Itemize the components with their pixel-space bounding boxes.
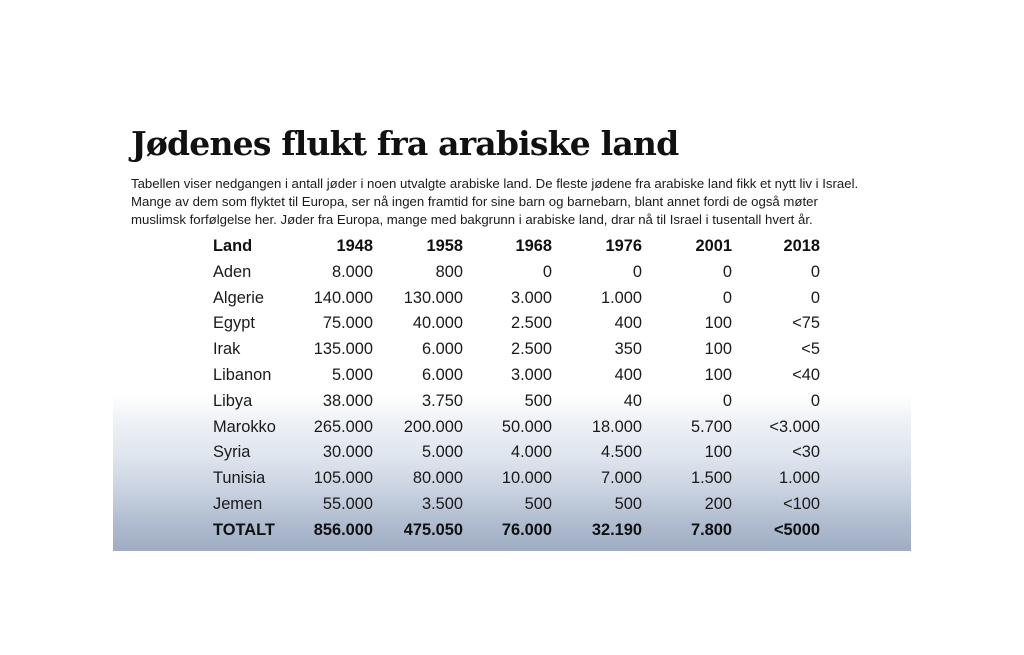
header-2018: 2018 xyxy=(783,237,820,255)
cell-2018: <5 xyxy=(801,340,820,359)
header-land: Land xyxy=(213,237,253,255)
cell-2018: <30 xyxy=(792,443,820,462)
cell-1948: 30.000 xyxy=(322,443,373,462)
cell-1968: 2.500 xyxy=(510,340,552,359)
cell-1968: 10.000 xyxy=(501,469,552,488)
cell-1968: 500 xyxy=(524,494,552,513)
cell-1948: 55.000 xyxy=(322,494,373,513)
cell-1976: 7.000 xyxy=(600,469,642,488)
cell-1958: 130.000 xyxy=(403,288,463,307)
cell-2001: 200 xyxy=(704,494,732,513)
cell-country: Syria xyxy=(213,443,251,462)
header-1958: 1958 xyxy=(426,237,463,255)
cell-1948: 5.000 xyxy=(331,365,373,384)
page-title: Jødenes flukt fra arabiske land xyxy=(131,124,679,163)
cell-1958: 80.000 xyxy=(412,469,463,488)
cell-1968: 3.000 xyxy=(510,288,552,307)
cell-country: Irak xyxy=(213,340,241,359)
total-1948: 856.000 xyxy=(313,520,373,539)
header-1968: 1968 xyxy=(515,237,552,255)
cell-country: Egypt xyxy=(213,314,255,333)
cell-2018: 0 xyxy=(810,262,820,281)
cell-country: Algerie xyxy=(213,288,265,307)
cell-2001: 5.700 xyxy=(690,417,732,436)
cell-2001: 100 xyxy=(704,365,732,384)
cell-1976: 400 xyxy=(614,365,642,384)
cell-2018: <100 xyxy=(783,494,820,513)
cell-country: Libanon xyxy=(213,365,272,384)
cell-2001: 100 xyxy=(704,314,732,333)
total-label: TOTALT xyxy=(213,520,275,539)
cell-1968: 500 xyxy=(524,391,552,410)
cell-1976: 500 xyxy=(614,494,642,513)
cell-2018: 1.000 xyxy=(778,469,820,488)
intro-line: Tabellen viser nedgangen i antall jøder i noen utvalgte arabiske land. De fleste jødene fra arabiske land fikk et nytt liv i Israel. xyxy=(131,176,859,191)
cell-1948: 38.000 xyxy=(322,391,373,410)
cell-1948: 8.000 xyxy=(331,262,373,281)
cell-2018: <75 xyxy=(792,314,820,333)
cell-1958: 5.000 xyxy=(421,443,463,462)
cell-1948: 105.000 xyxy=(313,469,373,488)
intro-line: Mange av dem som flyktet til Europa, ser nå ingen framtid for sine barn og barnebarn, blant annet fordi de også møter xyxy=(131,194,818,209)
cell-1958: 3.500 xyxy=(421,494,463,513)
cell-1976: 18.000 xyxy=(591,417,642,436)
cell-1968: 2.500 xyxy=(510,314,552,333)
cell-1976: 4.500 xyxy=(600,443,642,462)
cell-country: Tunisia xyxy=(213,469,266,488)
cell-2001: 0 xyxy=(722,288,732,307)
cell-1948: 140.000 xyxy=(313,288,373,307)
total-2018: <5000 xyxy=(773,520,820,539)
cell-1976: 400 xyxy=(614,314,642,333)
cell-2001: 1.500 xyxy=(690,469,732,488)
header-2001: 2001 xyxy=(695,237,732,255)
cell-1958: 800 xyxy=(435,262,463,281)
cell-1968: 4.000 xyxy=(510,443,552,462)
cell-1958: 3.750 xyxy=(421,391,463,410)
cell-country: Jemen xyxy=(213,494,263,513)
header-1948: 1948 xyxy=(336,237,373,255)
total-1968: 76.000 xyxy=(501,520,552,539)
cell-2001: 100 xyxy=(704,340,732,359)
cell-country: Libya xyxy=(213,391,253,410)
cell-1948: 75.000 xyxy=(322,314,373,333)
cell-2018: <3.000 xyxy=(769,417,820,436)
cell-2018: 0 xyxy=(810,288,820,307)
total-1976: 32.190 xyxy=(591,520,642,539)
cell-2018: <40 xyxy=(792,365,820,384)
cell-1976: 350 xyxy=(614,340,642,359)
total-2001: 7.800 xyxy=(690,520,732,539)
intro-line: muslimsk forfølgelse her. Jøder fra Europa, mange med bakgrunn i arabiske land, drar nå til Israel i tusentall hvert år. xyxy=(131,212,813,227)
intro-text xyxy=(131,175,911,229)
cell-1948: 265.000 xyxy=(313,417,373,436)
cell-2001: 100 xyxy=(704,443,732,462)
cell-2001: 0 xyxy=(722,262,732,281)
cell-2001: 0 xyxy=(722,391,732,410)
cell-1958: 6.000 xyxy=(421,365,463,384)
cell-1976: 0 xyxy=(632,262,642,281)
header-1976: 1976 xyxy=(605,237,642,255)
cell-1968: 0 xyxy=(542,262,552,281)
cell-country: Marokko xyxy=(213,417,276,436)
cell-1958: 200.000 xyxy=(403,417,463,436)
cell-2018: 0 xyxy=(810,391,820,410)
cell-1958: 40.000 xyxy=(412,314,463,333)
cell-1968: 50.000 xyxy=(501,417,552,436)
total-1958: 475.050 xyxy=(403,520,463,539)
cell-1948: 135.000 xyxy=(313,340,373,359)
cell-1958: 6.000 xyxy=(421,340,463,359)
cell-1976: 1.000 xyxy=(600,288,642,307)
cell-1976: 40 xyxy=(623,391,642,410)
cell-country: Aden xyxy=(213,262,252,281)
cell-1968: 3.000 xyxy=(510,365,552,384)
